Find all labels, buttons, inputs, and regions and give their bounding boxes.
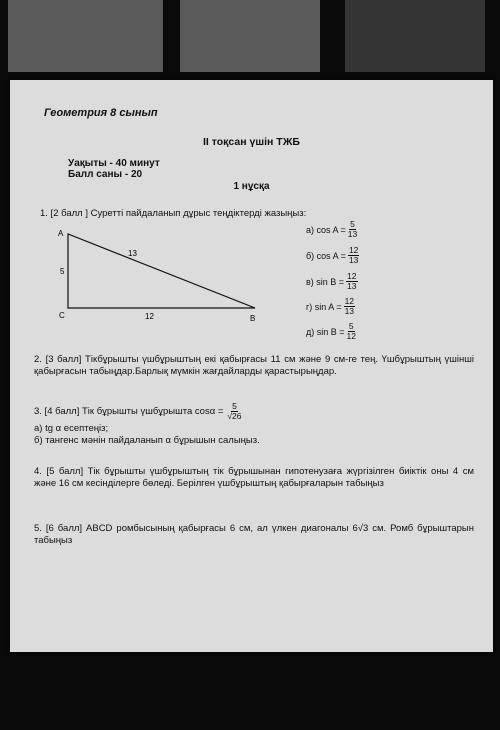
option-e-den: 12	[346, 331, 356, 341]
option-a-label: а) cos A =	[306, 224, 346, 235]
question-3-text: 3. [4 балл] Тік бұрышты үшбұрышта cosα =	[34, 405, 224, 417]
option-c-label: в) sin B =	[306, 276, 345, 287]
option-d-label: г) sin A =	[306, 301, 342, 312]
option-d	[306, 297, 355, 316]
time-info: Уақыты - 40 минут	[68, 158, 160, 169]
option-d-fraction	[344, 297, 355, 316]
question-2	[34, 354, 474, 378]
option-c-fraction	[346, 272, 357, 291]
option-c	[306, 272, 358, 291]
triangle-shape	[68, 234, 255, 308]
subject-title: Геометрия 8 сынып	[44, 107, 158, 119]
option-a-fraction	[348, 220, 357, 239]
option-d-num: 12	[344, 296, 355, 306]
question-3-fraction	[227, 402, 241, 421]
option-b-label: б) cos A =	[306, 250, 346, 261]
question-4	[34, 466, 474, 490]
option-e-num: 5	[348, 321, 354, 331]
option-b-num: 12	[348, 245, 359, 255]
question-5	[34, 523, 474, 547]
option-e-label: д) sin B =	[306, 326, 345, 337]
question-3-den: √26	[227, 411, 242, 421]
background-page-left	[8, 0, 163, 72]
question-3	[34, 402, 474, 447]
option-b-den: 13	[348, 255, 359, 265]
question-3-num: 5	[232, 401, 237, 411]
option-b	[306, 246, 359, 265]
question-4-text: 4. [5 балл] Тік бұрышты үшбұрыштың тік бұрышынан гипотенузаға жүргізілген биіктік оны 4 см және 16 см кесінділерге бөледі. Берілген үшбұрыштың қабырғаларын табыңыз	[34, 466, 474, 489]
points-info: Балл саны - 20	[68, 169, 143, 180]
question-3-b: б) тангенс мәнін пайдаланып α бұрышын салыңыз.	[34, 435, 260, 446]
vertex-a-label: A	[58, 229, 64, 238]
option-e	[306, 322, 356, 341]
exam-sheet	[10, 80, 493, 652]
quarter-title: II тоқсан үшін ТЖБ	[203, 136, 300, 148]
option-a	[306, 220, 357, 239]
background-page-middle	[180, 0, 320, 72]
question-3-line	[34, 402, 474, 421]
side-ac-label: 5	[60, 267, 65, 276]
side-ab-label: 13	[128, 249, 137, 258]
option-a-den: 13	[347, 229, 358, 239]
option-b-fraction	[348, 246, 359, 265]
question-1-text: 1. [2 балл ] Суретті пайдаланып дұрыс теңдіктерді жазыңыз:	[40, 208, 307, 219]
question-3-a: а) tg α есептеңіз;	[34, 423, 109, 434]
question-5-text: 5. [6 балл] ABCD ромбысының қабырғасы 6 см, ал үлкен диагоналы 6√3 см. Ромб бұрыштарын табыңыз	[34, 523, 474, 546]
option-d-den: 13	[344, 306, 355, 316]
background-page-right	[345, 0, 485, 72]
option-a-num: 5	[350, 219, 355, 229]
vertex-b-label: B	[250, 314, 256, 323]
option-c-den: 13	[347, 281, 357, 291]
option-e-fraction	[347, 322, 356, 341]
question-2-text: 2. [3 балл] Тікбұрышты үшбұрыштың екі қабырғасы 11 см және 9 см-ге тең. Үшбұрыштың үшінші қабырғасын табыңдар.Барлық мүмкін жағдайларды қарастырыңдар.	[34, 354, 474, 377]
option-c-num: 12	[347, 271, 357, 281]
variant-title: 1 нұсқа	[233, 181, 270, 192]
side-cb-label: 12	[145, 312, 154, 321]
vertex-c-label: C	[59, 311, 65, 320]
triangle-figure	[50, 224, 280, 324]
